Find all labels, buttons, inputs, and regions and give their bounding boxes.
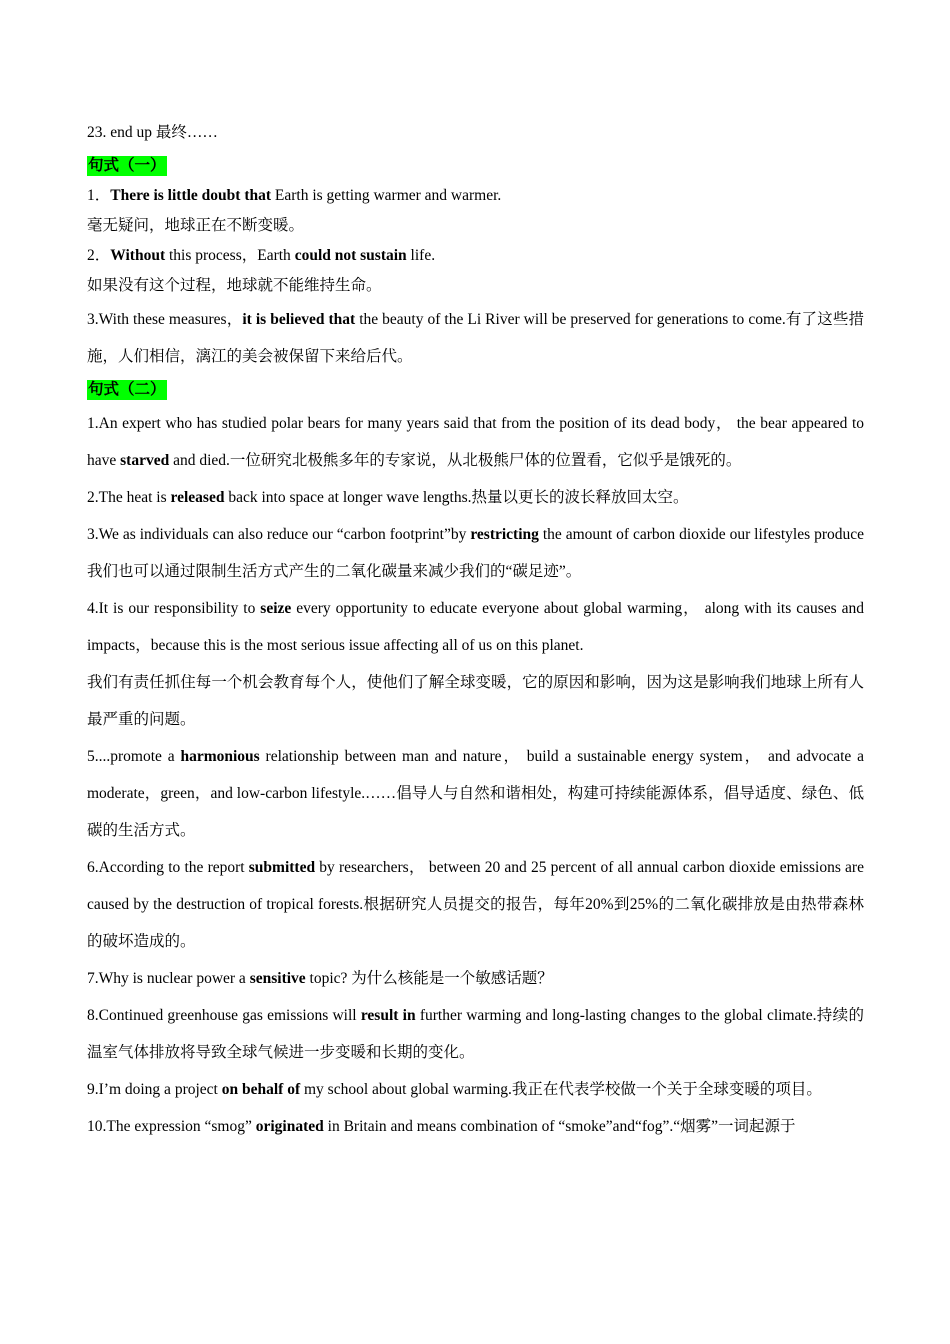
document-page (87, 118, 864, 1145)
section1-heading-line (87, 151, 864, 181)
section2-heading-line (87, 375, 864, 405)
s1-item2: 2．Without this process，Earth could not sustain life. (87, 247, 436, 264)
intro-line: 23. end up 最终…… (87, 124, 218, 141)
s2-item10: 10.The expression “smog” originated in Britain and means combination of “smoke”and“fog”.“烟雾”一词起源于 (87, 1118, 796, 1135)
s2-item6: 6.According to the report submitted by researchers， between 20 and 25 percent of all annual carbon dioxide emissions are caused by the destruction of tropical forests.根据研究人员提交的报告，每年20%到25%的二氧化碳排放是由热带森林的破坏造成的。 (87, 859, 864, 950)
s2-item4: 4.It is our responsibility to seize every opportunity to educate everyone about global warming， along with its causes and impacts，because this is the most serious issue affecting all of us on this planet. (87, 600, 864, 654)
s2-item5: 5....promote a harmonious relationship between man and nature， build a sustainable energy system， and advocate a moderate，green，and low-carbon lifestyle.……倡导人与自然和谐相处，构建可持续能源体系，倡导适度、绿色、低碳的生活方式。 (87, 748, 864, 839)
s2-item1: 1.An expert who has studied polar bears for many years said that from the position of its dead body， the bear appeared to have starved and died.一位研究北极熊多年的专家说，从北极熊尸体的位置看，它似乎是饿死的。 (87, 415, 864, 469)
s2-item4-cn: 我们有责任抓住每一个机会教育每个人，使他们了解全球变暖，它的原因和影响，因为这是影响我们地球上所有人最严重的问题。 (87, 674, 864, 728)
section2-heading: 句式（二） (88, 381, 166, 398)
s2-item8: 8.Continued greenhouse gas emissions will result in further warming and long-lasting changes to the global climate.持续的温室气体排放将导致全球气候进一步变暖和长期的变化。 (87, 1007, 864, 1061)
s2-item7: 7.Why is nuclear power a sensitive topic? 为什么核能是一个敏感话题？ (87, 970, 553, 987)
s2-item3: 3.We as individuals can also reduce our “carbon footprint”by restricting the amount of carbon dioxide our lifestyles produce 我们也可以通过限制生活方式产生的二氧化碳量来减少我们的“碳足迹”。 (87, 526, 864, 580)
section1-heading: 句式（一） (88, 157, 166, 174)
s1-item3: 3.With these measures，it is believed that the beauty of the Li River will be preserved for generations to come.有了这些措施，人们相信，漓江的美会被保留下来给后代。 (87, 311, 865, 365)
s2-item9: 9.I’m doing a project on behalf of my school about global warming.我正在代表学校做一个关于全球变暖的项目。 (87, 1081, 822, 1098)
s1-item2-cn: 如果没有这个过程，地球就不能维持生命。 (87, 277, 382, 294)
s2-item2: 2.The heat is released back into space at longer wave lengths.热量以更长的波长释放回太空。 (87, 489, 689, 506)
s1-item1: 1．There is little doubt that Earth is getting warmer and warmer. (87, 187, 502, 204)
s1-item1-cn: 毫无疑问，地球正在不断变暖。 (87, 217, 305, 234)
